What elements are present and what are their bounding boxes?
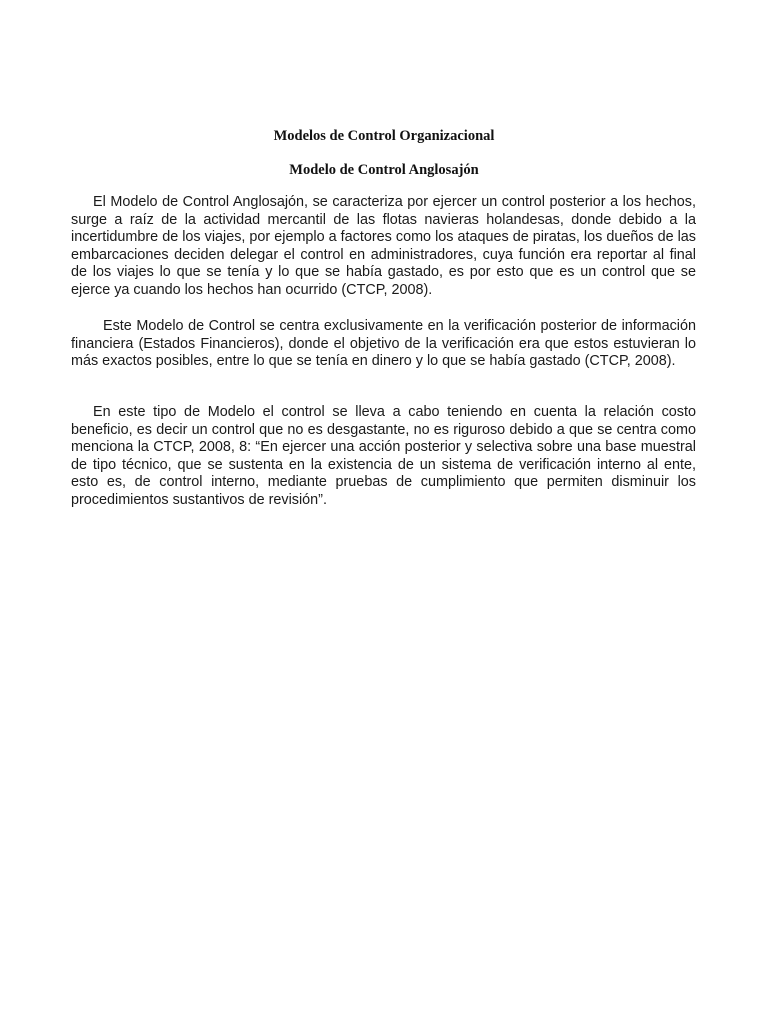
paragraph-1: El Modelo de Control Anglosajón, se caracteriza por ejercer un control posterior a los hechos, surge a raíz de la actividad mercantil de las flotas navieras holandesas, donde debido a la incertidumbre de los viajes, por ejemplo a factores como los ataques de piratas, los dueños de las embarcaciones deciden delegar el control en administradores, cuya función era reportar al final de los viajes lo que se tenía y lo que se había gastado, es por esto que es un control que se ejerce ya cuando los hechos han ocurrido (CTCP, 2008). xyxy=(71,194,696,298)
section-heading: Modelo de Control Anglosajón xyxy=(289,162,479,178)
paragraph-3: En este tipo de Modelo el control se lleva a cabo teniendo en cuenta la relación costo beneficio, es decir un control que no es desgastante, no es riguroso debido a que se centra como menciona la CTCP, 2008, 8: “En ejercer una acción posterior y selectiva sobre una base muestral de tipo técnico, que se sustenta en la existencia de un sistema de verificación interno al ente, esto es, de control interno, mediante pruebas de cumplimiento que permiten disminuir los procedimientos sustantivos de revisión”. xyxy=(71,404,696,508)
document-title: Modelos de Control Organizacional xyxy=(273,128,495,144)
paragraph-2: Este Modelo de Control se centra exclusivamente en la verificación posterior de información financiera (Estados Financieros), donde el objetivo de la verificación era que estos estuvieran lo más exactos posibles, entre lo que se tenía en dinero y lo que se había gastado (CTCP, 2008). xyxy=(71,318,696,370)
